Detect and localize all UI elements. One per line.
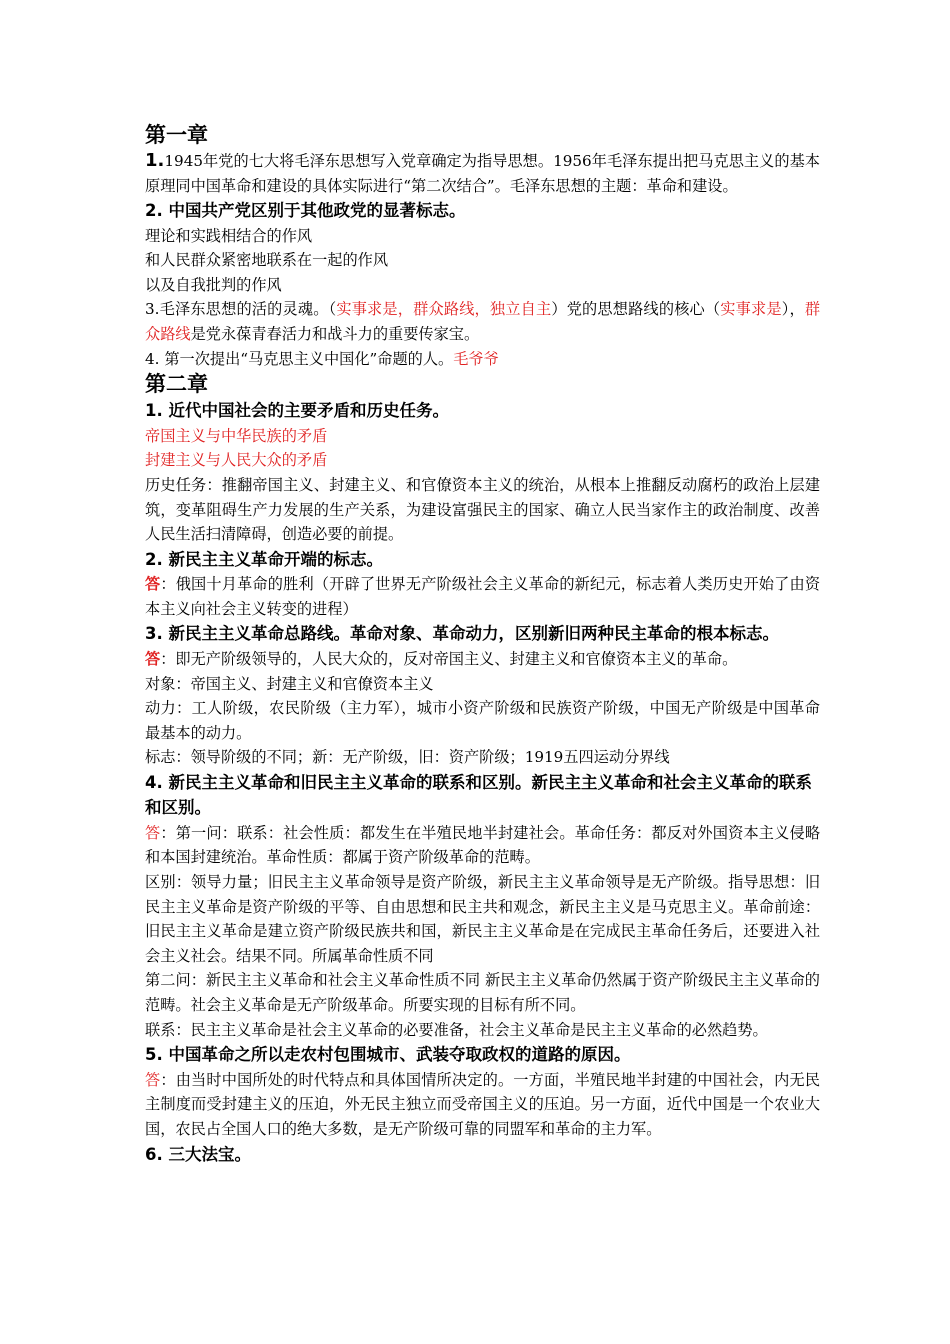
ch1-q2-line: 和人民群众紧密地联系在一起的作风	[145, 251, 388, 270]
ch2-q4-heading: 4. 新民主主义革命和旧民主主义革命的联系和区别。新民主主义革命和社会主义革命的联系和区别。	[145, 772, 812, 818]
ch2-q5-heading: 5. 中国革命之所以走农村包围城市、武装夺取政权的道路的原因。	[145, 1045, 631, 1065]
ch2-q3-power: 动力：工人阶级，农民阶级（主力军），城市小资产阶级和民族资产阶级，中国无产阶级是中国革命最基本的动力。	[145, 699, 820, 742]
ch2-q5-answer: 答：由当时中国所处的时代特点和具体国情所决定的。一方面，半殖民地半封建的中国社会，内无民主制度而受封建主义的压迫，外无民主独立而受帝国主义的压迫。另一方面，近代中国是一个农业大国，农民占全国人口的绝大多数，是无产阶级可靠的同盟军和革命的主力军。	[145, 1070, 821, 1138]
ch2-q1-contradiction: 封建主义与人民大众的矛盾	[145, 451, 328, 470]
ch1-q3: 3.毛泽东思想的活的灵魂。（实事求是，群众路线，独立自主）党的思想路线的核心（实事求是），群众路线是党永葆青春活力和战斗力的重要传家宝。	[145, 300, 821, 344]
ch1-q4: 4. 第一次提出“马克思主义中国化”命题的人。毛爷爷	[145, 349, 499, 368]
ch2-q3-mark: 标志：领导阶级的不同；新：无产阶级，旧：资产阶级；1919五四运动分界线	[145, 748, 670, 767]
ch2-q3-heading: 3. 新民主主义革命总路线。革命对象、革命动力，区别新旧两种民主革命的根本标志。	[145, 624, 779, 644]
ch2-q4-second: 第二问：新民主主义革命和社会主义革命性质不同 新民主主义革命仍然属于资产阶级民主主义革命的范畴。社会主义革命是无产阶级革命。所要实现的目标有所不同。	[145, 971, 820, 1015]
document-page	[145, 122, 820, 1167]
ch2-q6-heading: 6. 三大法宝。	[145, 1144, 251, 1164]
ch2-q2-heading: 2. 新民主主义革命开端的标志。	[145, 549, 383, 569]
ch2-q1-task: 历史任务：推翻帝国主义、封建主义、和官僚资本主义的统治，从根本上推翻反动腐朽的政治上层建筑，变革阻碍生产力发展的生产关系，为建设富强民主的国家、确立人民当家作主的政治制度、改善人民生活扫清障碍，创造必要的前提。	[145, 475, 820, 544]
chapter-1-title: 第一章	[145, 123, 208, 147]
ch1-q2-line: 理论和实践相结合的作风	[145, 226, 313, 245]
ch2-q3-answer: 答：即无产阶级领导的，人民大众的，反对帝国主义、封建主义和官僚资本主义的革命。	[145, 649, 738, 668]
ch2-q2-answer: 答：俄国十月革命的胜利（开辟了世界无产阶级社会主义革命的新纪元，标志着人类历史开始了由资本主义向社会主义转变的进程）	[145, 575, 821, 618]
ch2-q4-difference: 区别：领导力量；旧民主主义革命领导是资产阶级，新民主主义革命领导是无产阶级。指导思想：旧民主主义革命是资产阶级的平等、自由思想和民主共和观念，新民主主义是马克思主义。革命前途：旧民主主义革命是建立资产阶级民族共和国，新民主主义革命是在完成民主革命任务后，还要进入社会主义社会。结果不同。所属革命性质不同	[145, 873, 820, 965]
ch2-q1-heading: 1. 近代中国社会的主要矛盾和历史任务。	[145, 401, 449, 421]
ch2-q1-contradiction: 帝国主义与中华民族的矛盾	[145, 426, 328, 445]
ch2-q4-answer: 答：第一问：联系：社会性质：都发生在半殖民地半封建社会。革命任务：都反对外国资本主义侵略和本国封建统治。革命性质：都属于资产阶级革命的范畴。	[145, 823, 821, 867]
ch1-q2-line: 以及自我批判的作风	[145, 275, 282, 294]
ch2-q3-object: 对象：帝国主义、封建主义和官僚资本主义	[145, 674, 434, 693]
chapter-2-title: 第二章	[145, 372, 208, 397]
ch1-q2-heading: 2. 中国共产党区别于其他政党的显著标志。	[145, 201, 466, 221]
ch2-q4-link: 联系：民主主义革命是社会主义革命的必要准备，社会主义革命是民主主义革命的必然趋势。	[145, 1020, 768, 1039]
ch1-q1: 1.1945年党的七大将毛泽东思想写入党章确定为指导思想。1956年毛泽东提出把马克思主义的基本原理同中国革命和建设的具体实际进行“第二次结合”。毛泽东思想的主题：革命和建设。	[145, 150, 820, 195]
